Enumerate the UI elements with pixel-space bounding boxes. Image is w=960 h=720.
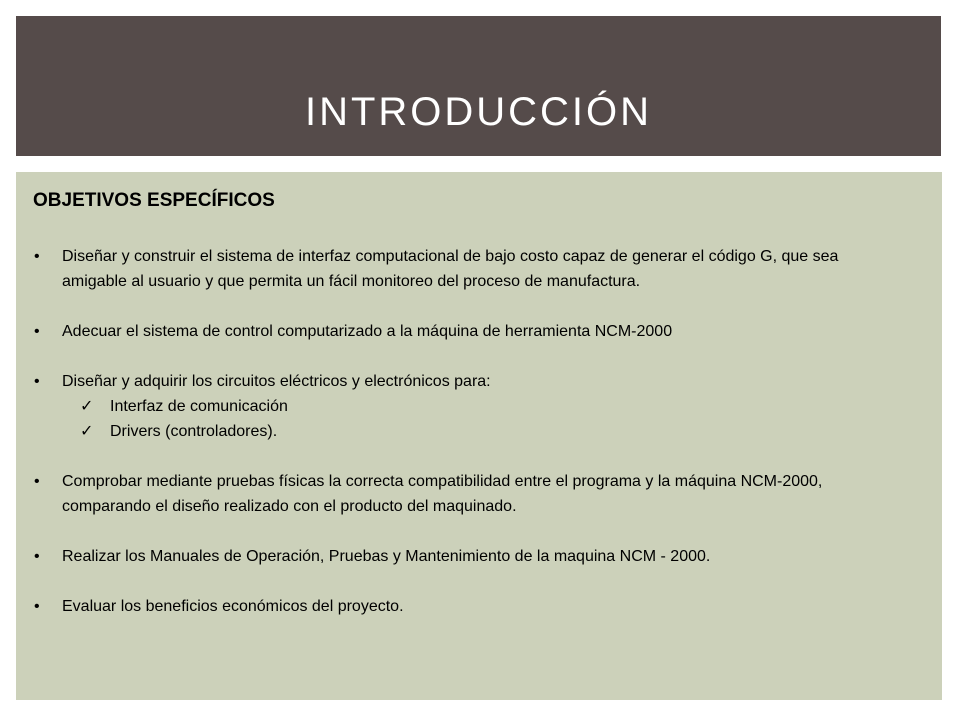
sub-list-item (62, 419, 904, 444)
objectives-list (34, 244, 904, 644)
bullet-icon: • (34, 323, 40, 340)
list-item (34, 544, 904, 569)
list-item-text: Realizar los Manuales de Operación, Pruebas y Mantenimiento de la maquina NCM - 2000. (62, 548, 711, 565)
list-item-text: Evaluar los beneficios económicos del proyecto. (62, 598, 404, 615)
bullet-icon: • (34, 598, 40, 615)
content-panel (16, 172, 942, 700)
list-item-text: Comprobar mediante pruebas físicas la correcta compatibilidad entre el programa y la máquina NCM-2000, comparando el diseño realizado con el producto del maquinado. (62, 473, 823, 515)
list-item-text: Diseñar y construir el sistema de interfaz computacional de bajo costo capaz de generar el código G, que sea amigable al usuario y que permita un fácil monitoreo del proceso de manufactura. (62, 248, 839, 290)
sub-list-item (62, 394, 904, 419)
title-bar (16, 16, 941, 156)
slide-title: INTRODUCCIÓN (304, 90, 653, 134)
list-item (34, 244, 904, 294)
bullet-icon: • (34, 548, 40, 565)
checkmark-icon: ✓ (80, 398, 94, 415)
bullet-icon: • (34, 473, 40, 490)
checkmark-icon: ✓ (80, 423, 94, 440)
bullet-icon: • (34, 248, 40, 265)
list-item (34, 369, 904, 444)
sub-list-item-text: Drivers (controladores). (110, 423, 278, 440)
section-subtitle: OBJETIVOS ESPECÍFICOS (33, 190, 275, 211)
list-item (34, 469, 904, 519)
sub-list-item-text: Interfaz de comunicación (110, 398, 288, 415)
bullet-icon: • (34, 373, 40, 390)
sub-list (62, 394, 904, 444)
list-item (34, 594, 904, 619)
list-item (34, 319, 904, 344)
list-item-text: Diseñar y adquirir los circuitos eléctricos y electrónicos para: (62, 373, 491, 390)
list-item-text: Adecuar el sistema de control computarizado a la máquina de herramienta NCM-2000 (62, 323, 673, 340)
